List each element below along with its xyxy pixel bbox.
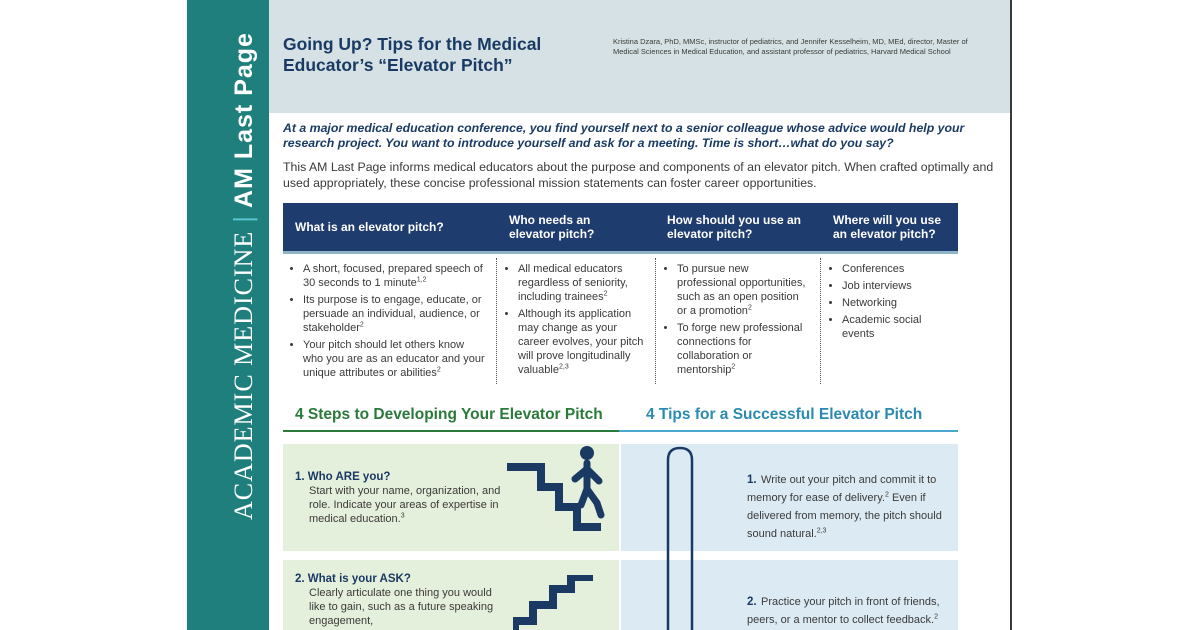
steps-rule — [283, 430, 619, 432]
series-name: AM Last Page — [230, 32, 258, 208]
sidebar-separator: | — [228, 215, 258, 223]
column-divider — [820, 258, 821, 384]
list-item: • Academic social events — [842, 313, 945, 341]
question-heading-who: Who needs an elevator pitch? — [509, 213, 595, 241]
question-heading-how: How should you use an elevator pitch? — [667, 213, 802, 241]
staircase-icon — [513, 575, 609, 630]
step-text: Clearly articulate one thing you would like to gain, such as a future speaking engagement, — [309, 587, 494, 627]
list-item: • A short, focused, prepared speech of 30 seconds to 1 minute$^{1,2}$ — [303, 262, 487, 290]
list-item: • Although its application may change as your career evolves, your pitch will prove longitudinally valuable$^{2,3}$ — [518, 307, 648, 377]
answer-column-what — [291, 262, 487, 383]
list-item: • Your pitch should let others know who you are as an educator and your unique attributes or abilities$^2$ — [303, 338, 487, 380]
list-item: • Conferences — [842, 262, 945, 276]
question-heading-what: What is an elevator pitch? — [295, 220, 444, 234]
answer-column-who — [506, 262, 648, 380]
list-item: • Networking — [842, 296, 945, 310]
elevator-shaft-icon — [663, 444, 697, 630]
tip-text: Write out your pitch and commit it to memory for ease of delivery.$^2$ Even if delivered from memory, the pitch should sound natural.$^{2,3}$ — [747, 474, 942, 540]
step-text: Start with your name, organization, and role. Indicate your areas of expertise in medical education.$^3$ — [309, 485, 501, 525]
steps-heading: 4 Steps to Developing Your Elevator Pitch — [295, 406, 603, 423]
list-item: • Its purpose is to engage, educate, or persuade an individual, audience, or stakeholder$^2$ — [303, 293, 487, 335]
column-divider — [655, 258, 656, 384]
question-heading-where: Where will you use an elevator pitch? — [833, 213, 942, 241]
sidebar-label — [228, 32, 259, 520]
step-title: 1. Who ARE you? — [295, 471, 391, 483]
answer-column-where — [830, 262, 945, 344]
tips-rule — [619, 430, 958, 432]
staircase-person-icon — [505, 443, 617, 543]
page-title: Going Up? Tips for the Medical Educator’s “Elevator Pitch” — [283, 34, 542, 75]
list-item: • To pursue new professional opportunities, such as an open position or a promotion$^2$ — [677, 262, 810, 318]
question-header-bar — [283, 203, 958, 254]
tip-number: 1. — [747, 474, 757, 486]
list-item: • To forge new professional connections for collaboration or mentorship$^2$ — [677, 321, 810, 377]
tips-heading: 4 Tips for a Successful Elevator Pitch — [646, 406, 923, 423]
summary-text: This AM Last Page informs medical educators about the purpose and components of an elevator pitch. When crafted optimally and used appropriately, these concise professional mission statements can foster career opportunities. — [283, 160, 994, 190]
list-item: • All medical educators regardless of seniority, including trainees$^2$ — [518, 262, 648, 304]
scenario-text: At a major medical education conference, you find yourself next to a senior colleague whose advice would help your research project. You want to introduce yourself and ask for a meeting. Time is short…what do you say? — [283, 121, 965, 150]
page-edge — [1010, 0, 1012, 630]
tip-number: 2. — [747, 596, 757, 608]
author-byline: Kristina Dzara, PhD, MMSc, instructor of pediatrics, and Jennifer Kesselheim, MD, MEd, director, Master of Medical Sciences in Medical Education, and assistant professor of pediatrics, Harvard Medical School — [613, 37, 968, 56]
step-title: 2. What is your ASK? — [295, 573, 411, 585]
list-item: • Job interviews — [842, 279, 945, 293]
tip-text: Practice your pitch in front of friends, peers, or a mentor to collect feedback.$^2$ — [747, 596, 940, 626]
answer-column-how — [665, 262, 810, 380]
column-divider — [496, 258, 497, 384]
publication-name: ACADEMIC MEDICINE — [229, 230, 258, 520]
